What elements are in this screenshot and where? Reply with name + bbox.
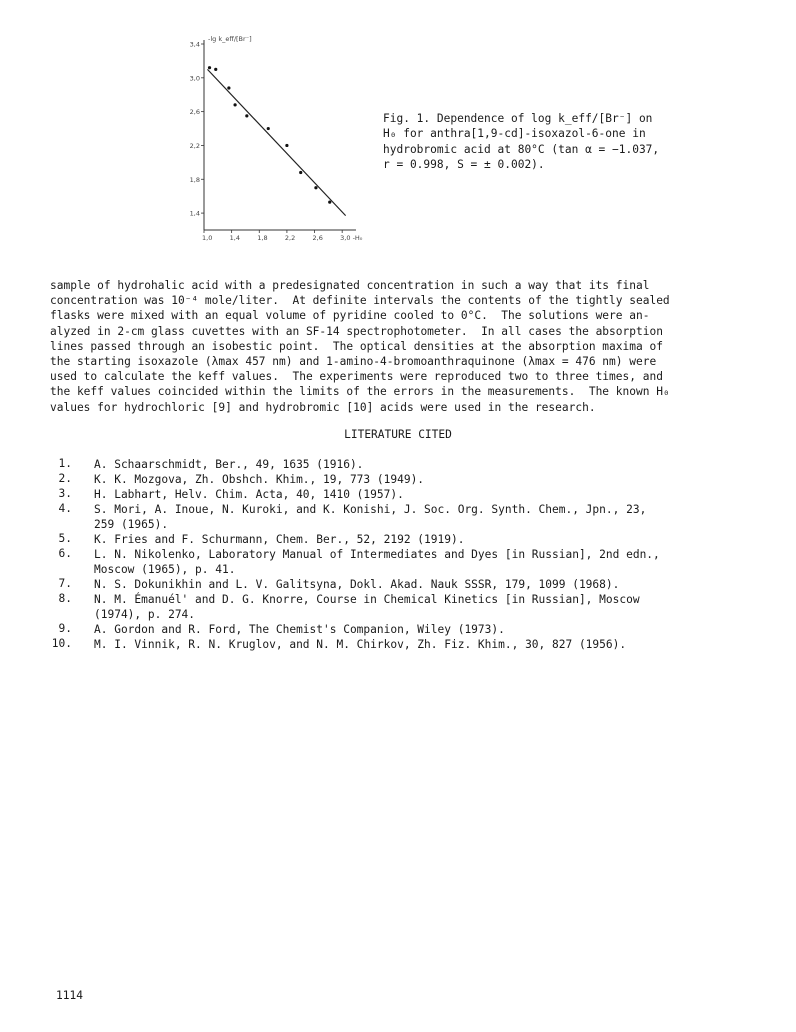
body-line: lines passed through an isobestic point. The optical densities at the absorption maxima of <box>50 339 663 353</box>
reference-number: 10. <box>51 637 72 650</box>
scatter-plot <box>188 30 378 245</box>
reference-item <box>50 487 750 502</box>
reference-text: A. Gordon and R. Ford, The Chemist's Companion, Wiley (1973). <box>94 623 505 636</box>
reference-text: A. Schaarschmidt, Ber., 49, 1635 (1916). <box>94 458 364 471</box>
reference-item <box>50 457 750 472</box>
reference-text: N. M. Émanuél' and D. G. Knorre, Course in Chemical Kinetics [in Russian], Moscow (1974), p. 274. <box>94 593 640 621</box>
reference-item <box>50 502 750 532</box>
x-tick-label: 1,0 <box>202 234 213 242</box>
reference-number: 6. <box>58 547 72 560</box>
reference-item <box>50 547 750 577</box>
reference-number: 3. <box>58 487 72 500</box>
reference-number: 7. <box>58 577 72 590</box>
data-point <box>233 103 236 106</box>
body-line: used to calculate the keff values. The experiments were reproduced two to three times, and <box>50 370 663 384</box>
y-tick-label: 3,4 <box>189 40 200 49</box>
data-point <box>267 127 270 130</box>
reference-item <box>50 472 750 487</box>
body-line: flasks were mixed with an equal volume of pyridine cooled to 0°C. The solutions were an- <box>50 309 650 323</box>
x-tick-label: 2,2 <box>284 234 296 242</box>
y-tick-label: 1,4 <box>189 209 200 218</box>
data-point <box>328 201 331 204</box>
fit-line <box>207 69 345 215</box>
body-line: values for hydrochloric [9] and hydrobromic [10] acids were used in the research. <box>50 400 596 414</box>
body-line: sample of hydrohalic acid with a predesignated concentration in such a way that its final <box>50 279 650 292</box>
data-point <box>227 86 230 89</box>
reference-text: H. Labhart, Helv. Chim. Acta, 40, 1410 (1957). <box>94 488 404 501</box>
y-axis-label: -lg k_eff/[Br⁻] <box>208 35 252 43</box>
data-point <box>285 144 288 147</box>
y-tick-label: 2,2 <box>189 141 200 150</box>
x-tick-label: 1,8 <box>257 234 268 242</box>
body-line: concentration was 10⁻⁴ mole/liter. At definite intervals the contents of the tightly sealed <box>50 294 670 308</box>
reference-text: K. K. Mozgova, Zh. Obshch. Khim., 19, 773 (1949). <box>94 473 425 486</box>
reference-item <box>50 592 750 622</box>
reference-item <box>50 637 750 652</box>
data-point <box>299 171 302 174</box>
reference-number: 9. <box>58 622 72 635</box>
data-point <box>208 66 211 69</box>
literature-heading: LITERATURE CITED <box>344 428 452 441</box>
reference-number: 8. <box>58 592 72 605</box>
body-line: the keff values coincided within the limits of the errors in the measurements. The known H₀ <box>50 385 670 399</box>
reference-item <box>50 577 750 592</box>
x-tick-label: 1,4 <box>229 234 240 242</box>
page-number: 1114 <box>56 989 83 1002</box>
figure-1-chart <box>188 30 378 245</box>
reference-item <box>50 532 750 547</box>
y-tick-label: 2,6 <box>189 108 200 117</box>
reference-text: L. N. Nikolenko, Laboratory Manual of Intermediates and Dyes [in Russian], 2nd edn., Moscow (1965), p. 41. <box>94 548 660 576</box>
body-line: the starting isoxazole (λmax 457 nm) and 1-amino-4-bromoanthraquinone (λmax = 476 nm) were <box>50 354 657 368</box>
data-point <box>314 186 317 189</box>
y-tick-label: 1,8 <box>189 175 200 184</box>
body-line: alyzed in 2-cm glass cuvettes with an SF-14 spectrophotometer. In all cases the absorption <box>50 324 663 338</box>
reference-list <box>50 457 750 652</box>
body-paragraph <box>50 278 750 415</box>
data-point <box>245 114 248 117</box>
reference-number: 4. <box>58 502 72 515</box>
reference-text: N. S. Dokunikhin and L. V. Galitsyna, Dokl. Akad. Nauk SSSR, 179, 1099 (1968). <box>94 578 620 591</box>
reference-text: K. Fries and F. Schurmann, Chem. Ber., 52, 2192 (1919). <box>94 533 465 546</box>
figure-caption: Fig. 1. Dependence of log k_eff/[Br⁻] on H₀ for anthra[1,9-cd]-isoxazol-6-one in hydrobromic acid at 80°C (tan α = −1.037, r = 0.998, S = ± 0.002). <box>383 112 660 171</box>
data-point <box>214 68 217 71</box>
reference-number: 1. <box>58 457 72 470</box>
x-tick-label: 2,6 <box>312 234 323 242</box>
x-tick-label: 3,0 -H₀ <box>340 234 363 242</box>
reference-number: 2. <box>58 472 72 485</box>
reference-text: M. I. Vinnik, R. N. Kruglov, and N. M. Chirkov, Zh. Fiz. Khim., 30, 827 (1956). <box>94 638 627 651</box>
reference-text: S. Mori, A. Inoue, N. Kuroki, and K. Konishi, J. Soc. Org. Synth. Chem., Jpn., 23, 259 (1965). <box>94 503 647 531</box>
y-tick-label: 3,0 <box>189 74 200 83</box>
reference-number: 5. <box>58 532 72 545</box>
reference-item <box>50 622 750 637</box>
